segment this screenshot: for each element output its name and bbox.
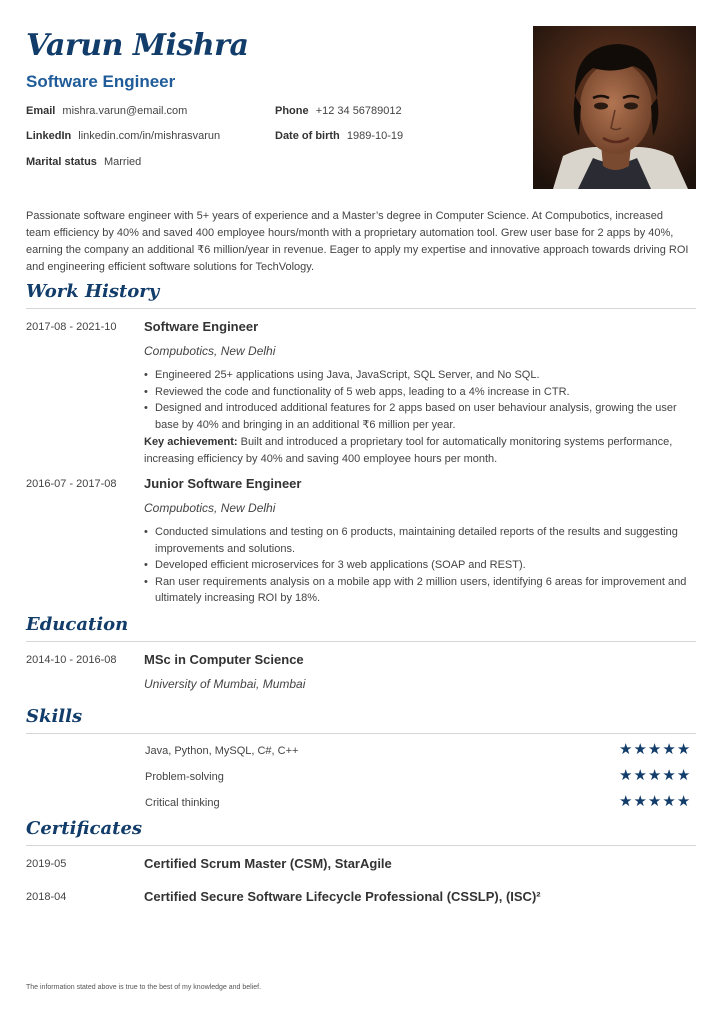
certificate-date: 2018-04 (26, 891, 67, 903)
phone-value: +12 34 56789012 (315, 105, 402, 117)
skill-name: Critical thinking (145, 797, 220, 809)
star-icon: ★ (619, 793, 634, 810)
skill-name: Java, Python, MySQL, C#, C++ (145, 745, 299, 757)
star-icon: ★ (633, 793, 648, 810)
certificate-title: Certified Scrum Master (CSM), StarAgile (144, 856, 392, 871)
job-1-bullet: • Engineered 25+ applications using Java, JavaScript, SQL Server, and No SQL. (144, 367, 692, 384)
star-icon: ★ (662, 741, 677, 758)
candidate-role: Software Engineer (26, 72, 176, 91)
star-icon: ★ (676, 741, 692, 758)
job-1-company: Compubotics, New Delhi (144, 344, 276, 358)
job-2-bullet: • Conducted simulations and testing on 6 products, maintaining detailed reports of the results and suggesting improvements and solutions. (144, 524, 692, 557)
certificate-date: 2019-05 (26, 858, 67, 870)
skills-divider (26, 733, 696, 734)
profile-summary: Passionate software engineer with 5+ years of experience and a Master’s degree in Computer Science. At Compubotics, increased team efficiency by 40% and saved 400 employee hours/month with a proprietary automation tool. Grew user base for 2 apps by 40%, earning the company an additional ₹6 million/year in revenue. Eager to apply my expertise and innovative approach towards driving ROI and engineering efficient software solutions for TechVology. (26, 210, 689, 273)
job-2-bullet-list (144, 524, 692, 607)
skill-rating-stars (619, 768, 691, 783)
job-1-title: Software Engineer (144, 319, 259, 334)
job-1-bullet-list (144, 367, 692, 433)
star-icon: ★ (662, 793, 677, 810)
email-label: Email (26, 105, 56, 117)
education-school: University of Mumbai, Mumbai (144, 677, 306, 691)
certificate-title: Certified Secure Software Lifecycle Professional (CSSLP), (ISC)² (144, 889, 541, 904)
profile-photo (533, 26, 696, 189)
work-history-divider (26, 308, 696, 309)
dob-value: 1989-10-19 (346, 130, 404, 142)
job-2-company: Compubotics, New Delhi (144, 501, 276, 515)
job-2-bullet: • Ran user requirements analysis on a mobile app with 2 million users, identifying 6 areas for improvement and ultimately increasing ROI by 18%. (144, 574, 692, 607)
declaration-footer: The information stated above is true to the best of my knowledge and belief. (26, 984, 262, 991)
skill-rating-stars (619, 742, 691, 757)
marital-label: Marital status (26, 156, 97, 168)
email-row (26, 105, 187, 117)
education-heading: Education (26, 614, 129, 635)
star-icon: ★ (647, 741, 663, 758)
dob-row (275, 130, 403, 142)
job-1-achievement (144, 434, 692, 467)
dob-label: Date of birth (275, 130, 340, 142)
star-icon: ★ (633, 741, 648, 758)
job-1-bullet: • Reviewed the code and functionality of 5 web apps, leading to a 4% increase in CTR. (144, 384, 692, 401)
skill-rating-stars (619, 794, 691, 809)
phone-label: Phone (275, 105, 309, 117)
phone-row (275, 105, 402, 117)
email-value: mishra.varun@email.com (62, 105, 188, 117)
certificates-divider (26, 845, 696, 846)
star-icon: ★ (633, 767, 648, 784)
marital-row (26, 156, 141, 168)
job-2-dates: 2016-07 - 2017-08 (26, 478, 117, 490)
marital-value: Married (103, 156, 142, 168)
star-icon: ★ (676, 793, 692, 810)
work-history-heading: Work History (26, 281, 160, 302)
skills-heading: Skills (26, 706, 83, 727)
certificates-heading: Certificates (26, 818, 143, 839)
star-icon: ★ (647, 793, 663, 810)
star-icon: ★ (647, 767, 663, 784)
achievement-label: Key achievement: (144, 436, 238, 448)
star-icon: ★ (676, 767, 692, 784)
skill-name: Problem-solving (145, 771, 224, 783)
job-2-title: Junior Software Engineer (144, 476, 302, 491)
achievement-text: Built and introduced a proprietary tool for automatically monitoring systems performance, increasing efficiency by 40% and saving 400 employee hours per month. (144, 436, 673, 465)
education-degree: MSc in Computer Science (144, 652, 304, 667)
candidate-name: Varun Mishra (26, 28, 249, 63)
linkedin-label: LinkedIn (26, 130, 72, 142)
job-2-bullet: • Developed efficient microservices for 3 web applications (SOAP and REST). (144, 557, 692, 574)
education-dates: 2014-10 - 2016-08 (26, 654, 117, 666)
linkedin-value: linkedin.com/in/mishrasvarun (78, 130, 221, 142)
linkedin-row (26, 130, 220, 142)
star-icon: ★ (662, 767, 677, 784)
star-icon: ★ (619, 741, 634, 758)
job-1-dates: 2017-08 - 2021-10 (26, 321, 117, 333)
star-icon: ★ (619, 767, 634, 784)
education-divider (26, 641, 696, 642)
job-1-bullet: • Designed and introduced additional features for 2 apps based on user behaviour analysis, growing the user base by 40% and bringing in an additional ₹6 million per year. (144, 400, 692, 433)
